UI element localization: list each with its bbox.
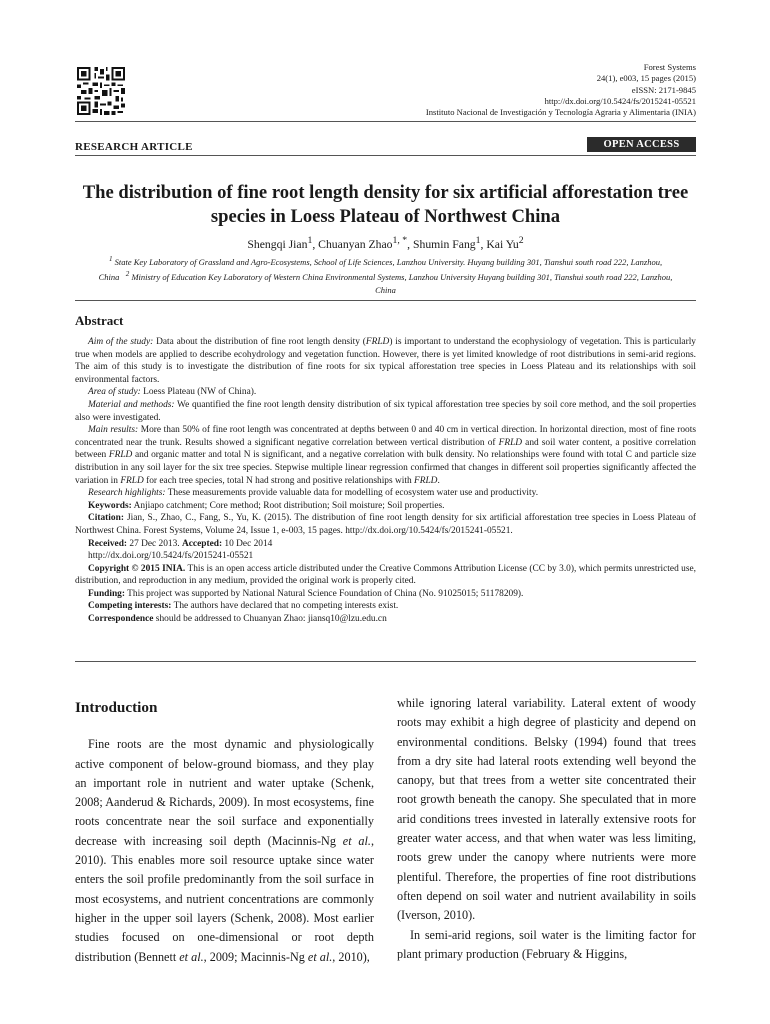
introduction-paragraph-2: In semi-arid regions, soil water is the limiting factor for plant primary production (February & Higgins,	[397, 927, 696, 961]
journal-eissn: eISSN: 2171-9845	[631, 84, 696, 95]
author-name: Chuanyan Zhao	[318, 237, 393, 251]
abstract-body	[75, 336, 696, 626]
abstract-funding: Funding: This project was supported by National Natural Science Foundation of China (No. 91025015; 51178209).	[88, 588, 524, 599]
abstract-top-rule	[75, 300, 696, 301]
abstract-correspondence: Correspondence should be addressed to Chuanyan Zhao: jiansq10@lzu.edu.cn	[88, 614, 387, 625]
journal-volume: 24(1), e003, 15 pages (2015)	[596, 73, 696, 84]
abstract-keywords: Keywords: Anjiapo catchment; Core method; Root distribution; Soil moisture; Soil properties.	[88, 500, 445, 511]
journal-doi-link[interactable]: http://dx.doi.org/10.5424/fs/2015241-05521	[544, 95, 696, 106]
abstract-aim: Aim of the study: Data about the distribution of fine root length density (FRLD) is important to understand the ecophysiology of vegetation. This is particularly true when models are applied to describe ecohydrology and vegetation function. However, there is yet limited knowledge of root distributions in semi-arid regions. The aim of this study is to investigate the distribution of fine roots for six typical afforestation tree species in Loess Plateau and its relationships with soil environmental factors.	[75, 337, 696, 385]
affiliation-2: Ministry of Education Key Laboratory of Western China Environmental Systems, Lanzhou University Huyang building 301, Tianshui south road 222, Lanzhou, China	[131, 272, 673, 295]
article-type-rule	[75, 155, 696, 156]
abstract-competing-interests: Competing interests: The authors have declared that no competing interests exist.	[88, 601, 399, 612]
abstract-doi-link[interactable]: http://dx.doi.org/10.5424/fs/2015241-05521	[88, 551, 254, 562]
open-access-badge: OPEN ACCESS	[587, 137, 696, 152]
qr-code-image	[77, 67, 125, 115]
journal-name: Forest Systems	[643, 62, 696, 72]
introduction-paragraph-1: Fine roots are the most dynamic and physiologically active component of below-ground biomass, and they play an important role in nutrient and water uptake (Schenk, 2008; Aanderud & Richards, 2009). In most ecosystems, fine roots concentrate near the soil surface and exponentially decrease with increasing soil depth (Macinnis-Ng et al., 2010). This enables more soil resource uptake since water enters the soil profile predominantly from the soil surface in most ecosystems, and nutrient concentrations are commonly higher in the upper soil layers (Schenk, 2008). Most earlier studies focused on one-dimensional or root depth distribution (Bennett et al., 2009; Macinnis-Ng et al., 2010),	[75, 737, 375, 964]
body-column-left	[75, 698, 374, 967]
author-affiliation-mark: 1	[475, 235, 481, 246]
author-list: Shengqi Jian$^1$, Chuanyan Zhao$^{1, *}$, Shumin Fang$^1$, Kai Yu$^2$	[247, 235, 524, 251]
author-name: Shengqi Jian	[247, 237, 308, 251]
abstract-area: Area of study: Loess Plateau (NW of China).	[88, 387, 257, 398]
author-affiliation-mark: 2	[518, 235, 524, 246]
abstract-methods: Material and methods: We quantified the fine root length density distribution of six typical afforestation tree species by soil core method, and the soil properties also were investigated.	[75, 399, 696, 423]
author-affiliation-mark: 1, *	[392, 235, 408, 246]
abstract-dates: Received: 27 Dec 2013. Accepted: 10 Dec 2014	[88, 538, 273, 549]
article-title: The distribution of fine root length density for six artificial afforestation tree species in Loess Plateau of Northwest China	[82, 182, 689, 227]
body-column-right	[397, 694, 696, 964]
introduction-heading: Introduction	[75, 699, 158, 716]
journal-publisher: Instituto Nacional de Investigación y Tecnología Agraria y Alimentaria (INIA)	[425, 107, 696, 118]
affiliations: $^1$ State Key Laboratory of Grassland and Agro-Ecosystems, School of Life Sciences, Lanzhou University. Huyang building 301, Tianshui south road 222, Lanzhou, China $^2$ Ministry of Education Key Laboratory of Western China Environmental Systems, Lanzhou University Huyang building 301, Tianshui south road 222, Lanzhou, China	[98, 255, 673, 295]
abstract-highlights: Research highlights: These measurements provide valuable data for modelling of ecosystem water use and productivity.	[88, 488, 539, 499]
journal-masthead	[426, 62, 696, 118]
article-type-label: RESEARCH ARTICLE	[75, 141, 193, 153]
abstract-results: Main results: More than 50% of fine root length was concentrated at depths between 0 and 40 cm in vertical direction. In horizontal direction, most of fine roots concentrated near the trunk. Results showed a significant negative correlation between vertical distribution of FRLD and soil water content, a positive correlation between FRLD and organic matter and total N is significant, and a negative correlation with bulk density. No relationships were found with total C and particle size distribution in any soil layer for the six tree species. Stepwise multiple linear regression confirmed that changes in different soil properties significantly affected the variation in FRLD for each tree species, total N had strong and positive relationships with FRLD.	[75, 425, 697, 486]
author-affiliation-mark: 1	[307, 235, 313, 246]
author-name: Kai Yu	[486, 237, 519, 251]
affiliation-1: State Key Laboratory of Grassland and Agro-Ecosystems, School of Life Sciences, Lanzhou University. Huyang building 301, Tianshui south road 222, Lanzhou, China	[98, 256, 663, 283]
header-rule	[75, 121, 696, 122]
author-name: Shumin Fang	[412, 237, 476, 251]
abstract-bottom-rule	[75, 661, 696, 662]
introduction-paragraph-1-continued: while ignoring lateral variability. Lateral extent of woody roots may exhibit a high degree of plasticity and depend on environmental conditions. Belsky (1994) found that trees from a dry site had lateral roots extending well beyond the canopy, but that trees from a wetter site concentrated their root growth beneath the canopy. She speculated that in more arid conditions trees invested in laterally extensive roots for greater water access, and that when water was less limiting, roots grew under the canopy where nutrients were more plentiful. Therefore, the properties of fine root distributions often depend on soil water and nutrient availability in soils (Iverson, 2010).	[397, 696, 696, 923]
abstract-copyright: Copyright © 2015 INIA. This is an open access article distributed under the Creative Commons Attribution License (CC by 3.0), which permits unrestricted use, distribution, and reproduction in any medium, provided the original work is properly cited.	[75, 563, 696, 587]
abstract-citation: Citation: Jian, S., Zhao, C., Fang, S., Yu, K. (2015). The distribution of fine root length density for six artificial afforestation tree species in Loess Plateau of Northwest China. Forest Systems, Volume 24, Issue 1, e-003, 15 pages. http://dx.doi.org/10.5424/fs/2015241-05521.	[75, 513, 696, 536]
abstract-heading: Abstract	[75, 313, 124, 328]
